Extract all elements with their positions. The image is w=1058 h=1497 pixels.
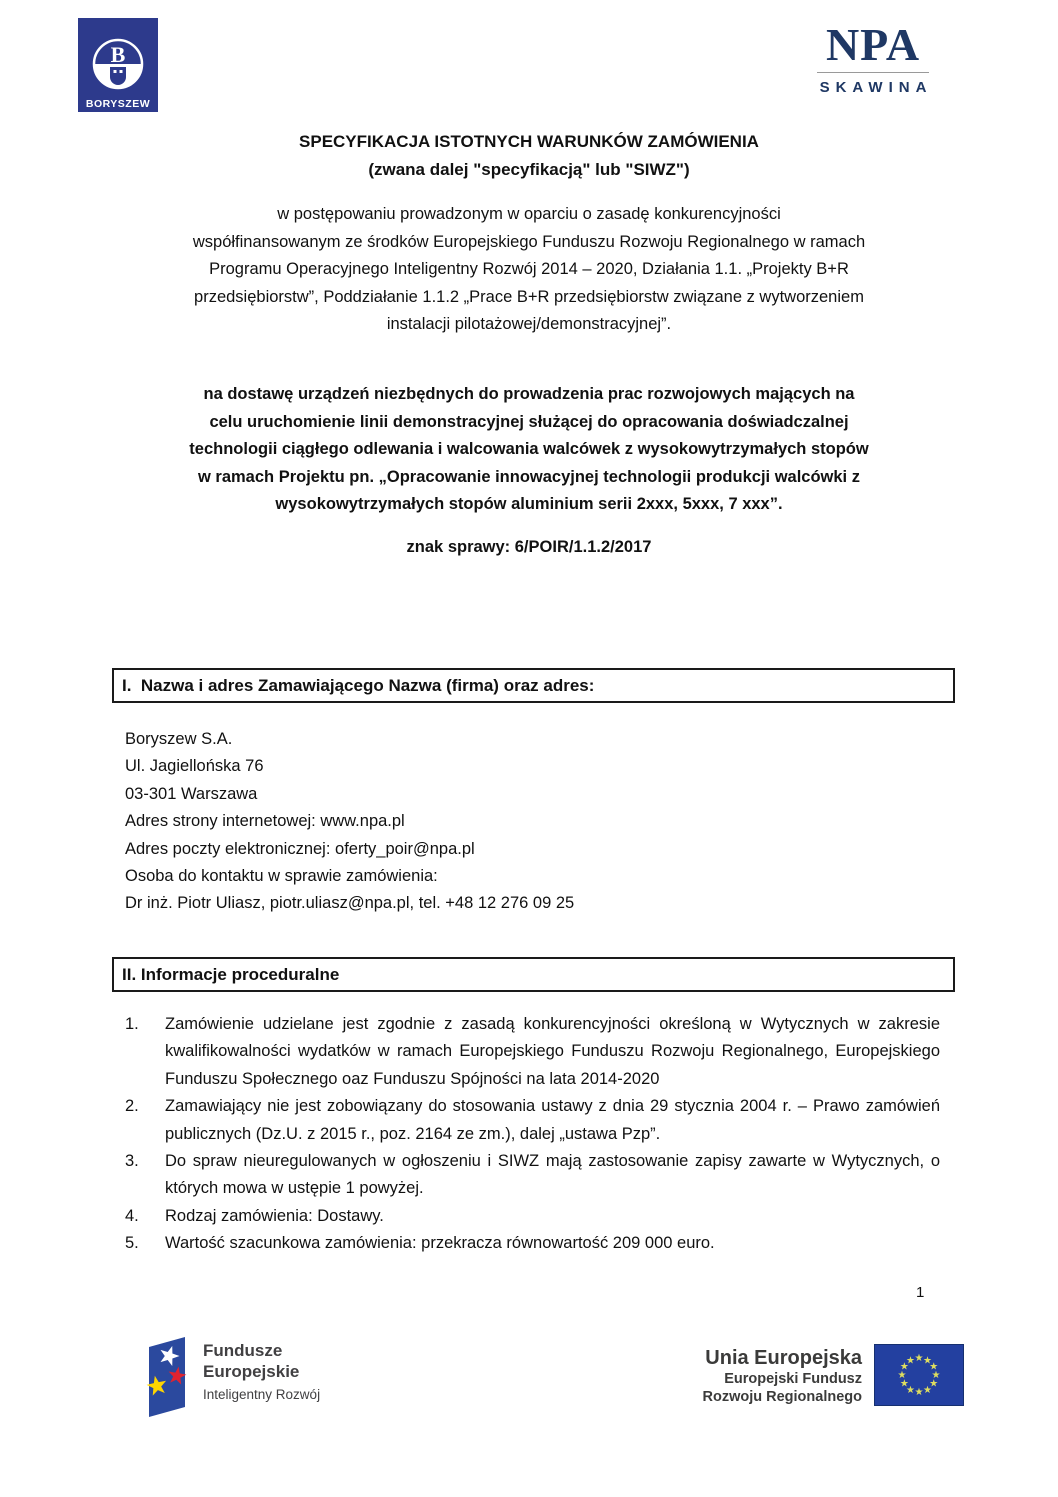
boryszew-wordmark: BORYSZEW — [85, 98, 151, 110]
subject-line: na dostawę urządzeń niezbędnych do prowadzenia prac rozwojowych mających na — [203, 385, 855, 403]
svg-text:★: ★ — [929, 1361, 939, 1373]
section-1-heading: I. Nazwa i adres Zamawiającego Nazwa (firma) oraz adres: — [112, 668, 955, 703]
address-line-website: Adres strony internetowej: www.npa.pl — [125, 812, 405, 831]
intro-line: instalacji pilotażowej/demonstracyjnej”. — [386, 315, 672, 333]
svg-text:★: ★ — [929, 1378, 939, 1390]
intro-line: w postępowaniu prowadzonym w oparciu o zasadę konkurencyjności — [277, 205, 781, 223]
list-item-text: Zamówienie udzielane jest zgodnie z zasadą konkurencyjności określoną w Wytycznych w zakresie kwalifikowalności wydatków w ramach Europejskiego Funduszu Rozwoju Regionalnego, Europejskiego Funduszu Społecznego oaz Funduszu Spójności na lata 2014-2020 — [165, 1015, 940, 1088]
address-line-contact-label: Osoba do kontaktu w sprawie zamówienia: — [125, 867, 438, 886]
list-item — [125, 1093, 940, 1148]
intro-line: Programu Operacyjnego Inteligentny Rozwój 2014 – 2020, Działania 1.1. „Projekty B+R — [209, 260, 849, 278]
unia-subtitle-line1: Europejski Fundusz — [724, 1371, 862, 1387]
svg-text:★: ★ — [914, 1387, 924, 1399]
subject-paragraph — [104, 381, 954, 519]
svg-text:★: ★ — [923, 1384, 932, 1396]
list-item-number: 4. — [125, 1206, 139, 1225]
case-reference: znak sprawy: 6/POIR/1.1.2/2017 — [406, 538, 652, 556]
boryszew-logo-icon — [78, 18, 158, 112]
npa-city-label: SKAWINA — [819, 79, 933, 96]
npa-divider — [817, 72, 929, 73]
unia-europejska-logo — [690, 1340, 964, 1406]
intro-line: współfinansowanym ze środków Europejskiego Funduszu Rozwoju Regionalnego w ramach — [192, 232, 866, 251]
address-line-city: 03-301 Warszawa — [125, 784, 258, 803]
list-item-text: Wartość szacunkowa zamówienia: przekracza równowartość 209 000 euro. — [165, 1234, 715, 1253]
svg-text:★: ★ — [923, 1355, 932, 1367]
address-line-company: Boryszew S.A. — [125, 730, 233, 748]
svg-text:★: ★ — [906, 1384, 915, 1396]
document-title — [0, 128, 1058, 184]
npa-wordmark: NPA — [825, 19, 921, 70]
fundusze-subtitle: Inteligentny Rozwój — [203, 1387, 321, 1402]
list-item-text: Do spraw nieuregulowanych w ogłoszeniu i SIWZ mają zastosowanie zapisy zawarte w Wytycznych, o których mowa w ustępie 1 powyżej. — [165, 1152, 940, 1198]
intro-paragraph — [99, 201, 959, 339]
subject-line: technologii ciągłego odlewania i walcowania walcówek z wysokowytrzymałych stopów — [189, 440, 869, 458]
svg-text:★: ★ — [931, 1370, 941, 1382]
boryszew-goblet-icon — [110, 67, 126, 85]
list-item-text: Rodzaj zamówienia: Dostawy. — [165, 1206, 384, 1225]
svg-text:★: ★ — [899, 1378, 909, 1390]
document-title-line2: (zwana dalej "specyfikacją" lub "SIWZ") — [368, 160, 690, 179]
unia-text — [690, 1346, 862, 1406]
list-item — [125, 1011, 940, 1093]
subject-line: wysokowytrzymałych stopów aluminium serii 2xxx, 5xxx, 7 xxx”. — [275, 495, 783, 513]
list-item-number: 3. — [125, 1152, 139, 1171]
address-line-email: Adres poczty elektronicznej: oferty_poir@npa.pl — [125, 839, 475, 858]
subject-line: w ramach Projektu pn. „Opracowanie innowacyjnej technologii produkcji walcówki z — [198, 467, 860, 486]
document-title-line1: SPECYFIKACJA ISTOTNYCH WARUNKÓW ZAMÓWIENIA — [299, 132, 759, 151]
list-item-number: 1. — [125, 1015, 139, 1033]
fundusze-text — [203, 1340, 320, 1402]
fundusze-europejskie-logo — [144, 1334, 320, 1420]
contracting-authority-address — [125, 726, 574, 918]
subject-line: celu uruchomienie linii demonstracyjnej służącej do opracowania doświadczalnej — [209, 412, 849, 431]
list-item-number: 5. — [125, 1234, 139, 1253]
svg-text:★: ★ — [906, 1355, 915, 1367]
page-number: 1 — [916, 1284, 925, 1301]
list-item — [125, 1230, 940, 1257]
fundusze-flag-icon — [144, 1334, 190, 1420]
eu-flag-icon — [874, 1344, 964, 1406]
fundusze-title-line2: Europejskie — [203, 1362, 300, 1381]
address-line-contact-person: Dr inż. Piotr Uliasz, piotr.uliasz@npa.pl, tel. +48 12 276 09 25 — [125, 894, 575, 913]
svg-text:★: ★ — [897, 1370, 907, 1382]
svg-text:★: ★ — [914, 1353, 924, 1365]
npa-logo — [813, 19, 933, 96]
boryszew-logo — [78, 18, 158, 112]
list-item — [125, 1148, 940, 1203]
procedural-list — [125, 1011, 940, 1258]
unia-subtitle-line2: Rozwoju Regionalnego — [702, 1389, 862, 1405]
section-2-heading: II. Informacje proceduralne — [112, 957, 955, 992]
list-item-text: Zamawiający nie jest zobowiązany do stosowania ustawy z dnia 29 stycznia 2004 r. – Prawo zamówień publicznych (Dz.U. z 2015 r., poz. 2164 ze zm.), dalej „ustawa Pzp”. — [165, 1097, 940, 1143]
list-item — [125, 1203, 940, 1230]
list-item-number: 2. — [125, 1097, 139, 1116]
unia-title: Unia Europejska — [705, 1347, 862, 1369]
svg-text:★: ★ — [899, 1361, 909, 1373]
address-line-street: Ul. Jagiellońska 76 — [125, 757, 264, 776]
intro-line: przedsiębiorstw”, Poddziałanie 1.1.2 „Prace B+R przedsiębiorstw związane z wytworzeniem — [194, 287, 864, 306]
fundusze-title-line1: Fundusze — [203, 1341, 283, 1360]
boryszew-monogram: B — [110, 42, 126, 67]
